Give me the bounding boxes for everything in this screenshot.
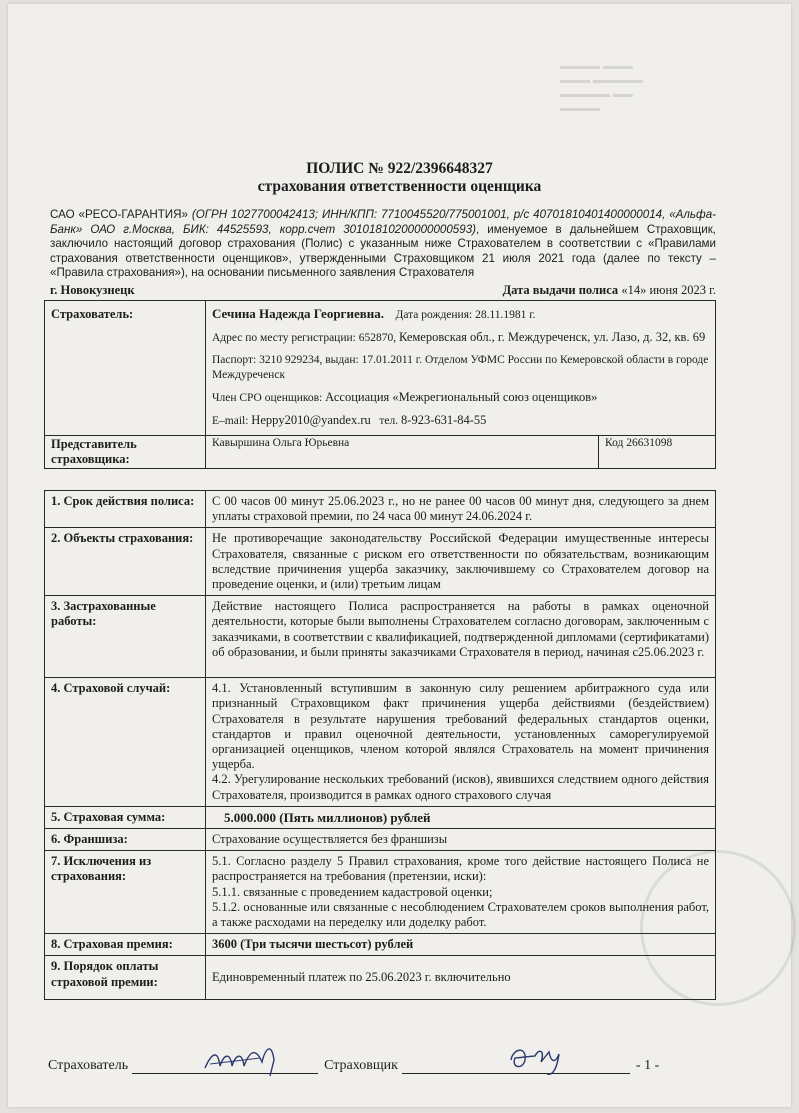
insured-name: Сечина Надежда Георгиевна. bbox=[212, 306, 384, 321]
insurer-signature bbox=[505, 1038, 565, 1078]
bleed-through-texture: ▬▬▬▬ ▬▬▬ ▬▬▬ ▬▬▬▬▬ ▬▬▬▬▬ ▬▬ ▬▬▬▬ bbox=[560, 61, 643, 114]
term-text bbox=[206, 829, 716, 851]
phone-label: тел. bbox=[379, 415, 399, 427]
sro-label: Член СРО оценщиков: bbox=[212, 392, 323, 404]
term-row bbox=[45, 678, 716, 807]
email-label: E–mail: bbox=[212, 415, 249, 427]
intro-paragraph bbox=[50, 208, 716, 281]
policy-title-block bbox=[0, 160, 799, 196]
term-row bbox=[45, 934, 716, 956]
term-row bbox=[45, 851, 716, 934]
term-label: 8. Страховая премия: bbox=[45, 934, 206, 956]
term-paragraph: 5.1.2. основанные или связанные с несоблюдением Страхователем сроков выполнения работ, а также расходами на переделку или доделку работ. bbox=[212, 899, 709, 930]
insured-table bbox=[44, 300, 716, 469]
term-row bbox=[45, 956, 716, 1000]
term-paragraph: Страхование осуществляется без франшизы bbox=[212, 832, 448, 847]
insured-signature bbox=[200, 1040, 290, 1080]
insured-info bbox=[206, 301, 716, 436]
insured-row bbox=[45, 301, 716, 436]
signature-footer bbox=[48, 1057, 718, 1074]
term-paragraph: 5.000.000 (Пять миллионов) рублей bbox=[224, 809, 431, 825]
term-label: 3. Застрахованные работы: bbox=[45, 596, 206, 678]
insurer-signature-label: Страховщик bbox=[324, 1058, 398, 1073]
insurer-company-details: (ОГРН 1027700042413; ИНН/КПП: 7710045520/775001001, р/с 40701810401400000014, «Альфа-Банк» ОАО г.Москва, БИК: 44525593, корр.счет 30101810200000000593) bbox=[50, 208, 717, 236]
term-label: 1. Срок действия полиса: bbox=[45, 491, 206, 528]
term-paragraph: Единовременный платеж по 25.06.2023 г. включительно bbox=[212, 970, 511, 985]
insured-birth: Дата рождения: 28.11.1981 г. bbox=[395, 309, 536, 321]
sro-name: Ассоциация «Межрегиональный союз оценщиков» bbox=[325, 390, 598, 404]
term-paragraph: Действие настоящего Полиса распространяется на работы в рамках оценочной деятельности, которые были выполнены Страхователем согласно договорам, заключенным с заказчиками, в соответствии с квалификацией, подтвержденной дипломами (сертификатами) об образовании, и были приняты заказчиками Страхователя в период, начиная с25.06.2023 г. bbox=[212, 599, 709, 659]
term-paragraph: 4.2. Урегулирование нескольких требований (исков), явившихся следствием одного действия Страхователя, производится в рамках одного страхового случая bbox=[212, 772, 709, 802]
term-row bbox=[45, 829, 716, 851]
term-label: 7. Исключения из страхования: bbox=[45, 851, 206, 934]
term-row bbox=[45, 491, 716, 528]
term-paragraph: 4.1. Установленный вступившим в законную силу решением арбитражного суда или признанный Страховщиком факт причинения ущерба действиями (бездействием) Страхователя в результате нарушения требований федеральных стандартов оценки, стандартов и правил оценочной деятельности, установленных саморегулируемой организацией оценщиков, членом которой являлся Страхователь на момент причинения ущерба. bbox=[212, 681, 709, 772]
term-label: 5. Страховая сумма: bbox=[45, 806, 206, 828]
issue-city: г. Новокузнецк bbox=[50, 283, 135, 297]
representative-label: Представитель страховщика: bbox=[45, 436, 206, 469]
insured-address: Кемеровская обл., г. Междуреченск, ул. Лазо, д. 32, кв. 69 bbox=[398, 330, 706, 344]
policy-terms-table bbox=[44, 490, 716, 1000]
insured-sum bbox=[206, 806, 716, 828]
term-label: 6. Франшиза: bbox=[45, 829, 206, 851]
page-number: - 1 - bbox=[635, 1058, 660, 1073]
policy-title: ПОЛИС № 922/2396648327 bbox=[306, 160, 493, 177]
representative-row bbox=[45, 436, 716, 469]
insured-label: Страхователь: bbox=[45, 301, 206, 436]
insured-phone: 8-923-631-84-55 bbox=[401, 413, 487, 427]
term-text bbox=[206, 596, 716, 678]
term-text bbox=[206, 491, 716, 528]
representative-code: Код 26631098 bbox=[599, 436, 716, 469]
term-paragraph: С 00 часов 00 минут 25.06.2023 г., но не ранее 00 часов 00 минут дня, следующего за днем уплаты страховой премии, по 24 часа 00 минут 24.06.2024 г. bbox=[212, 494, 709, 524]
insured-passport: Паспорт: 3210 929234, выдан: 17.01.2011 г. Отделом УФМС России по Кемеровской области в городе Междуреченск bbox=[212, 354, 709, 381]
issue-date-block bbox=[503, 283, 716, 298]
issue-date-label: Дата выдачи полиса bbox=[502, 283, 619, 297]
policy-subtitle: страхования ответственности оценщика bbox=[257, 178, 542, 195]
term-row bbox=[45, 596, 716, 678]
term-paragraph: 5.1.1. связанные с проведением кадастровой оценки; bbox=[212, 884, 493, 899]
insurer-company: САО «РЕСО-ГАРАНТИЯ» bbox=[50, 208, 188, 221]
term-label: 2. Объекты страхования: bbox=[45, 528, 206, 596]
term-text bbox=[206, 678, 716, 807]
term-paragraph: 5.1. Согласно разделу 5 Правил страхования, кроме того действие настоящего Полиса не распространяется на требования (претензии, иски): bbox=[212, 854, 709, 884]
term-text bbox=[206, 851, 716, 934]
place-date-row bbox=[50, 283, 716, 298]
intro-text: , именуемое в дальнейшем Страховщик, заключило настоящий договор страхования (Полис) с указанным ниже Страхователем в соответствии с «Правилами страхования ответственности оценщиков», утвержденными Страховщиком 21 июля 2021 года (далее по тексту – «Правила страхования»), на основании письменного заявления Страхователя bbox=[50, 222, 716, 280]
term-label: 4. Страховой случай: bbox=[45, 678, 206, 807]
term-label: 9. Порядок оплаты страховой премии: bbox=[45, 956, 206, 1000]
term-text bbox=[206, 528, 716, 596]
insured-address-label: Адрес по месту регистрации: 652870, bbox=[212, 332, 397, 344]
term-row bbox=[45, 528, 716, 596]
term-row bbox=[45, 806, 716, 828]
term-paragraph: Не противоречащие законодательству Российской Федерации имущественные интересы Страхователя, связанные с риском его ответственности по обязательствам, возникающим вследствие причинения ущерба заказчику, заключившему со Страхователем договор на проведение оценки, и (или) третьим лицам bbox=[212, 531, 709, 592]
term-paragraph: 3600 (Три тысячи шестьсот) рублей bbox=[212, 937, 414, 952]
issue-date-value: «14» июня 2023 г. bbox=[621, 283, 716, 297]
representative-name: Кавыршина Ольга Юрьевна bbox=[206, 436, 599, 469]
insured-signature-label: Страхователь bbox=[48, 1058, 129, 1073]
insured-email: Heppy2010@yandex.ru bbox=[251, 413, 371, 427]
term-text bbox=[206, 956, 716, 1000]
insurance-premium bbox=[206, 934, 716, 956]
